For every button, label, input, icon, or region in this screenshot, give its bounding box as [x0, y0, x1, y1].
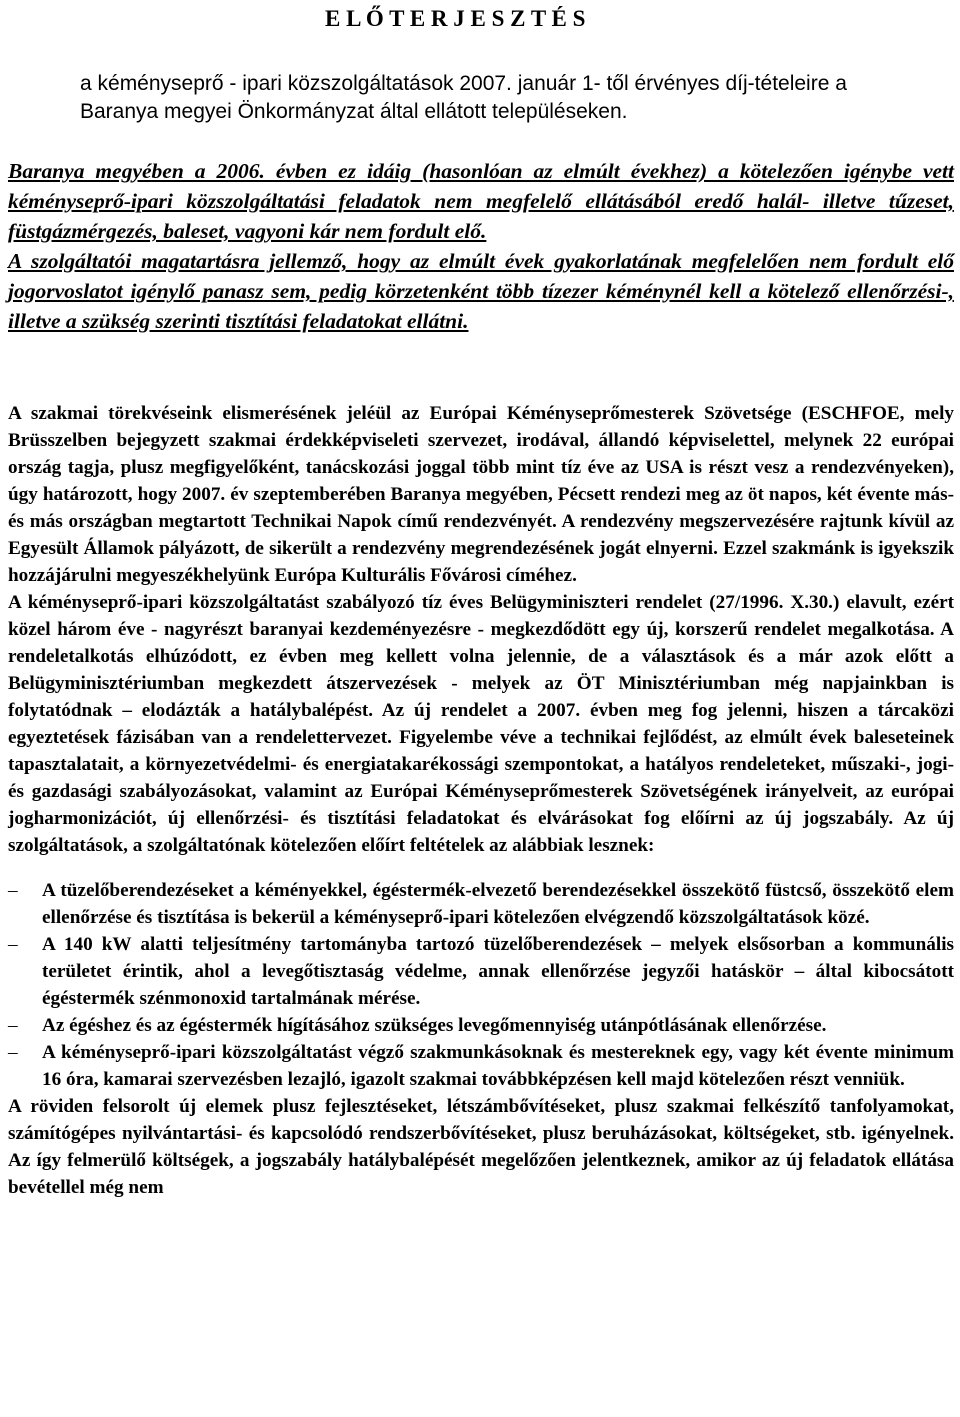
- body-section: [8, 400, 954, 1201]
- body-paragraph-eschfoe: A szakmai törekvéseink elismerésének jeléül az Európai Kéményseprőmesterek Szövetsége (ESCHFOE, mely Brüsszelben bejegyzett szakmai érdekképviseleti szervezet, irodával, állandó képviselettel, melynek 22 európai ország tagja, plusz megfigyelőként, tanácskozási joggal több mint tíz éve az USA is részt vesz a rendezvényeken), úgy határozott, hogy 2007. év szeptemberében Baranya megyében, Pécsett rendezi meg az öt napos, két évente más- és más országban megtartott Technikai Napok című rendezvényét. A rendezvény megszervezésére rajtunk kívül az Egyesült Államok pályázott, de sikerült a rendezvény megrendezésének jogát elnyerni. Ezzel szakmánk is igyekszik hozzájárulni megyeszékhelyünk Európa Kulturális Fővárosi címéhez.: [8, 403, 954, 586]
- list-item: [8, 931, 954, 1012]
- list-item: [8, 1039, 954, 1093]
- dash-bullet: –: [8, 1015, 18, 1036]
- list-item-text: A kéményseprő-ipari közszolgáltatást végző szakmunkásoknak és mestereknek egy, vagy két évente minimum 16 óra, kamarai szervezésben lezajló, igazolt szakmai továbbképzésen kell majd kötelezően részt venniük.: [42, 1042, 954, 1090]
- list-item: [8, 877, 954, 931]
- intro-section: [8, 156, 954, 336]
- body-paragraph-costs: A röviden felsorolt új elemek plusz fejlesztéseket, létszámbővítéseket, plusz szakmai felkészítő tanfolyamokat, számítógépes nyilvántartási- és kapcsolódó rendszerbővítéseket, plusz beruházásokat, költségeket, stb. igényelnek. Az így felmerülő költségek, a jogszabály hatálybalépését megelőzően jelentkeznek, amikor az új feladatok ellátása bevétellel még nem: [8, 1096, 954, 1198]
- list-item-text: Az égéshez és az égéstermék hígításához szükséges levegőmennyiség utánpótlásának ellenőrzése.: [42, 1015, 827, 1036]
- list-item-text: A 140 kW alatti teljesítmény tartományba tartozó tüzelőberendezések – melyek elsősorban a kommunális területet érintik, ahol a levegőtisztaság védelme, annak ellenőrzése jegyzői hatáskör – által kibocsátott égéstermék szénmonoxid tartalmának mérése.: [42, 934, 954, 1009]
- dash-bullet: –: [8, 880, 18, 901]
- document-title: E L Ő T E R J E S Z T É S: [325, 6, 586, 31]
- body-paragraph-regulation: A kéményseprő-ipari közszolgáltatást szabályozó tíz éves Belügyminiszteri rendelet (27/1996. X.30.) elavult, ezért közel három éve - nagyrészt baranyai kezdeményezésre - megkezdődött egy új, korszerű rendelet megalkotása. A rendeletalkotás elhúzódott, ez évben meg kellett volna jelennie, de a választások és a már azok előtt a Belügyminisztériumban megkezdett átszervezések - melyek az ÖT Minisztériumban még napjainkban is folytatódnak – elodázták a hatálybalépést. Az új rendelet a 2007. évben meg fog jelenni, hiszen a tárcaközi egyeztetések fázisában van a rendelettervezet. Figyelembe véve a technikai fejlődést, az elmúlt évek baleseteinek tapasztalatait, a környezetvédelmi- és energiatakarékossági szempontokat, a hatályos rendeleteket, műszaki-, jogi- és gazdasági szabályozásokat, valamint az Európai Kéményseprőmesterek Szövetségének irányelveit, az európai jogharmonizációt, új ellenőrzési- és tisztítási feladatokat és elvárásokat fog előírni az új jogszabály. Az új szolgáltatások, a szolgáltatónak kötelezően előírt feltételek az alábbiak lesznek:: [8, 592, 954, 856]
- document-subtitle: a kéményseprő - ipari közszolgáltatások 2007. január 1- től érvényes díj-tételeire a Baranya megyei Önkormányzat által ellátott településeken.: [80, 72, 847, 123]
- intro-paragraph: Baranya megyében a 2006. évben ez idáig (hasonlóan az elmúlt évekhez) a kötelezően igénybe vett kéményseprő-ipari közszolgáltatási feladatok nem megfelelő ellátásából eredő halál- illetve tűzeset, füstgázmérgezés, baleset, vagyoni kár nem fordult elő.: [8, 159, 954, 243]
- list-item: [8, 1012, 954, 1039]
- list-item-text: A tüzelőberendezéseket a kéményekkel, égéstermék-elvezető berendezésekkel összekötő füstcső, összekötő elem ellenőrzése és tisztítása is bekerül a kéményseprő-ipari kötelezően elvégzendő közszolgáltatások közé.: [42, 880, 954, 928]
- intro-paragraph: A szolgáltatói magatartásra jellemző, hogy az elmúlt évek gyakorlatának megfelelően nem fordult elő jogorvoslatot igénylő panasz sem, pedig körzetenként több tízezer kéménynél kell a kötelező ellenőrzési-, illetve a szükség szerinti tisztítási feladatokat ellátni.: [8, 249, 954, 333]
- dash-bullet: –: [8, 934, 18, 955]
- new-services-list: [8, 877, 954, 1093]
- dash-bullet: –: [8, 1042, 18, 1063]
